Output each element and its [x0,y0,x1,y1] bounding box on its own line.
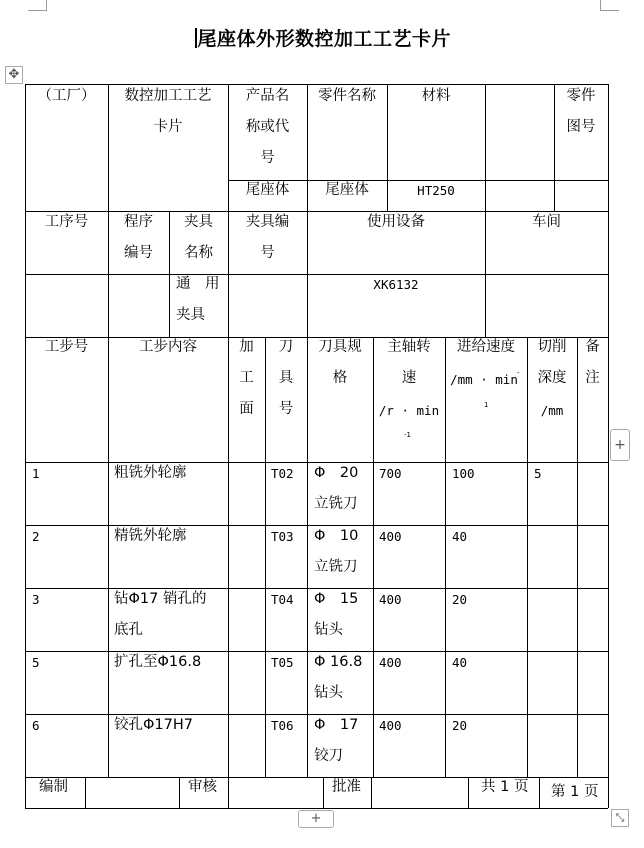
tool-spec-header-1: 刀具规 [318,339,362,355]
spindle-speed: 400 [379,718,402,733]
tool-spec-line2: 铰刀 [314,748,343,764]
remark-header-2: 注 [585,370,600,386]
tool-spec-line1: Φ 15 [314,591,359,607]
drawing-label-line1: 零件 [566,88,596,104]
spindle-header-1: 主轴转 [387,339,431,355]
step-no: 6 [32,718,40,733]
prepared-by-label: 编制 [39,779,68,795]
tool-spec-header-2: 格 [332,370,348,386]
fixture-no-label-line1: 夹具编 [245,214,290,230]
document-title-text: 尾座体外形数控加工工艺卡片 [197,28,452,50]
fixture-name-label-line2: 名称 [184,245,213,261]
card-type-line1: 数控加工工艺 [124,88,212,104]
tool-spec-line1: Φ 16.8 [314,654,363,670]
text-cursor [195,28,197,48]
op-no-label: 工序号 [44,214,89,230]
product-label-line2: 称或代 [245,119,290,135]
tool-no: T05 [271,655,294,670]
surface-header-3: 面 [239,401,254,417]
tool-no: T06 [271,718,294,733]
tool-spec-line2: 钻头 [314,685,343,701]
fixture-name-label-line1: 夹具 [184,214,213,230]
tool-spec-line2: 立铣刀 [314,559,358,575]
spindle-unit-superscript: -1 [404,431,411,439]
spindle-header-2: 速 [401,370,417,386]
step-content: 扩孔至Φ16.8 [114,654,202,670]
step-no: 5 [32,655,40,670]
approved-by-label: 批准 [332,779,361,795]
tool-spec-line1: Φ 10 [314,528,359,544]
feed-rate: 40 [452,529,468,544]
move-icon: ✥ [8,67,20,82]
product-label-line3: 号 [260,150,275,166]
spindle-speed: 400 [379,592,402,607]
surface-header-2: 工 [239,370,254,386]
part-name-value: 尾座体 [325,182,369,198]
equipment-label: 使用设备 [367,214,425,230]
factory-label: （工厂） [37,88,96,104]
cut-depth: 5 [534,466,542,481]
feed-rate: 20 [452,592,468,607]
surface-header-1: 加 [239,339,254,355]
tool-spec-line1: Φ 17 [314,717,359,733]
card-type-line2: 卡片 [153,119,183,135]
feed-header-1: 进给速度 [457,339,515,355]
resize-icon: ⤡ [615,811,625,824]
program-label-line1: 程序 [124,214,153,230]
spindle-speed: 400 [379,655,402,670]
step-content: 铰孔Φ17H7 [114,717,193,733]
step-no-header: 工步号 [44,339,89,355]
feed-rate: 100 [452,466,475,481]
product-label-line1: 产品名 [245,88,290,104]
drawing-label-line2: 图号 [566,119,596,135]
tool-no-header-3: 号 [278,401,294,417]
feed-unit-superscript-a: - [517,369,520,377]
add-column-button[interactable] [610,429,630,461]
fixture-no-label-line2: 号 [260,245,275,261]
plus-icon: + [310,811,322,826]
total-pages: 共 1 页 [481,779,529,795]
depth-header-1: 切削 [537,339,567,355]
tool-spec-line1: Φ 20 [314,465,359,481]
workshop-label: 车间 [532,214,561,230]
reviewed-by-label: 审核 [188,779,217,795]
spindle-speed: 700 [379,466,402,481]
feed-rate: 20 [452,718,468,733]
equipment-value: XK6132 [373,277,419,292]
spindle-speed: 400 [379,529,402,544]
product-value: 尾座体 [245,182,290,198]
depth-header-unit: /mm [540,403,564,418]
tool-no-header-1: 刀 [278,339,294,355]
document-title[interactable] [195,24,451,51]
step-no: 3 [32,592,40,607]
step-content: 粗铣外轮廓 [114,465,187,481]
tool-no: T02 [271,466,294,481]
step-no: 1 [32,466,40,481]
step-content: 精铣外轮廓 [114,528,187,544]
tool-no: T03 [271,529,294,544]
tool-spec-line2: 立铣刀 [314,496,358,512]
spindle-header-unit: /r · min [378,403,440,418]
feed-unit-superscript-b: 1 [484,401,489,409]
material-value: HT250 [417,183,455,198]
tool-no-header-2: 具 [278,370,294,386]
remark-header-1: 备 [585,339,600,355]
table-move-handle[interactable] [5,66,23,84]
tool-no: T04 [271,592,294,607]
step-content-header: 工步内容 [139,339,197,355]
fixture-name-value-line1: 通 用 [176,276,220,292]
part-name-label: 零件名称 [318,88,376,104]
fixture-name-value-line2: 夹具 [176,307,205,323]
material-label: 材料 [421,88,451,104]
step-no: 2 [32,529,40,544]
step-content: 钻Φ17 销孔的 [114,591,207,607]
plus-icon: + [614,437,626,453]
margin-corner-mark [28,0,47,11]
margin-corner-mark [600,0,619,11]
add-row-button[interactable] [298,810,334,828]
feed-rate: 40 [452,655,468,670]
tool-spec-line2: 钻头 [314,622,343,638]
table-resize-handle[interactable] [611,809,629,827]
program-label-line2: 编号 [124,245,153,261]
depth-header-2: 深度 [537,370,567,386]
feed-header-unit: /mm · min [450,372,518,387]
page-number: 第 1 页 [551,784,599,800]
step-content-cont: 底孔 [114,622,143,638]
